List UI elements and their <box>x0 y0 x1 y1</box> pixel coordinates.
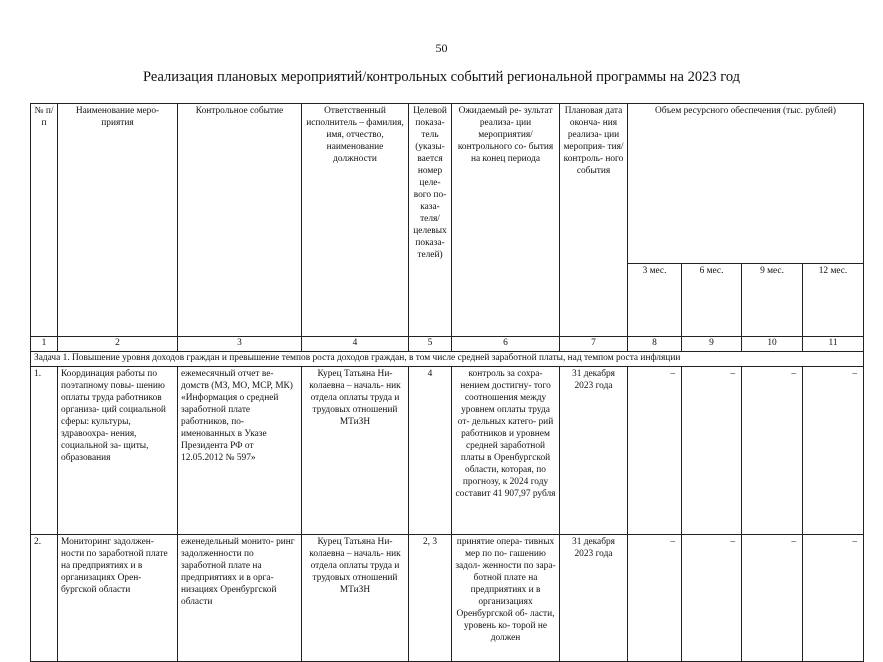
row-responsible: Курец Татьяна Ни- колаевна – началь- ник отдела оплаты труда и трудовых отношений МТиЗН <box>302 367 409 535</box>
row-name: Координация работы по поэтапному повы- шению оплаты труда работников организа- ций социальной сферы: культуры, здравоохра- нения, социальной за- щиты, образования <box>58 367 178 535</box>
header-num: № п/п <box>31 104 58 337</box>
column-number: 9 <box>682 337 742 352</box>
row-target: 2, 3 <box>409 535 452 662</box>
header-m9: 9 мес. <box>742 264 803 337</box>
column-number: 5 <box>409 337 452 352</box>
row-name: Мониторинг задолжен- ности по заработной плате на предприятиях и в организациях Орен- бургской области <box>58 535 178 662</box>
row-m6: – <box>682 367 742 535</box>
column-number: 1 <box>31 337 58 352</box>
row-num: 2. <box>31 535 58 662</box>
header-resources: Объем ресурсного обеспечения (тыс. рублей) <box>628 104 864 264</box>
column-number: 3 <box>178 337 302 352</box>
row-m12: – <box>803 367 864 535</box>
header-target: Целевой показа- тель (указы- вается номер целе- вого по- каза- теля/ целевых показа- телей) <box>409 104 452 337</box>
header-row <box>31 104 864 264</box>
row-result: контроль за сохра- нением достигну- того соотношения между уровнем оплаты труда от- дельных катего- рий работников и уровнем средней заработной платы в Оренбургской области, которая, по прогнозу, к 2024 году составит 41 907,97 рубля <box>452 367 560 535</box>
row-m3: – <box>628 535 682 662</box>
page-title: Реализация плановых мероприятий/контрольных событий региональной программы на 2023 год <box>142 69 741 85</box>
table-row <box>31 367 864 535</box>
header-responsible: Ответственный исполнитель – фамилия, имя, отчество, наименование должности <box>302 104 409 337</box>
row-event: еженедельный монито- ринг задолженности по заработной плате на предприятиях и в орга- низациях Оренбургской области <box>178 535 302 662</box>
row-event: ежемесячный отчет ве- домств (МЗ, МО, МСР, МК) «Информация о средней заработной плате работников, по- именованных в Указе Президента РФ от 12.05.2012 № 597» <box>178 367 302 535</box>
column-number-row <box>31 337 864 352</box>
row-target: 4 <box>409 367 452 535</box>
page-number: 50 <box>435 41 448 55</box>
row-date: 31 декабря 2023 года <box>560 367 628 535</box>
row-responsible: Курец Татьяна Ни- колаевна – началь- ник отдела оплаты труда и трудовых отношений МТиЗН <box>302 535 409 662</box>
column-number: 11 <box>803 337 864 352</box>
task-row <box>31 352 864 367</box>
column-number: 4 <box>302 337 409 352</box>
column-number: 8 <box>628 337 682 352</box>
header-m12: 12 мес. <box>803 264 864 337</box>
row-m12: – <box>803 535 864 662</box>
table-row <box>31 535 864 662</box>
row-date: 31 декабря 2023 года <box>560 535 628 662</box>
row-m6: – <box>682 535 742 662</box>
row-num: 1. <box>31 367 58 535</box>
header-result: Ожидаемый ре- зультат реализа- ции мероприятия/ контрольного со- бытия на конец периода <box>452 104 560 337</box>
header-m6: 6 мес. <box>682 264 742 337</box>
column-number: 7 <box>560 337 628 352</box>
row-result: принятие опера- тивных мер по по- гашению задол- женности по зара- ботной плате на предприятиях и в организациях Оренбургской об- ласти, уровень ко- торой не должен <box>455 537 556 643</box>
program-events-table <box>30 103 864 662</box>
task-title: Задача 1. Повышение уровня доходов граждан и превышение темпов роста доходов граждан, в том числе средней заработной платы, над темпом роста инфляции <box>31 352 864 367</box>
header-event: Контрольное событие <box>178 104 302 337</box>
column-number: 10 <box>742 337 803 352</box>
header-name: Наименование меро- приятия <box>58 104 178 337</box>
row-m9: – <box>742 367 803 535</box>
row-m9: – <box>742 535 803 662</box>
row-m3: – <box>628 367 682 535</box>
header-date: Плановая дата оконча- ния реализа- ции мероприя- тия/контроль- ного события <box>560 104 628 337</box>
column-number: 6 <box>452 337 560 352</box>
column-number: 2 <box>58 337 178 352</box>
header-m3: 3 мес. <box>628 264 682 337</box>
